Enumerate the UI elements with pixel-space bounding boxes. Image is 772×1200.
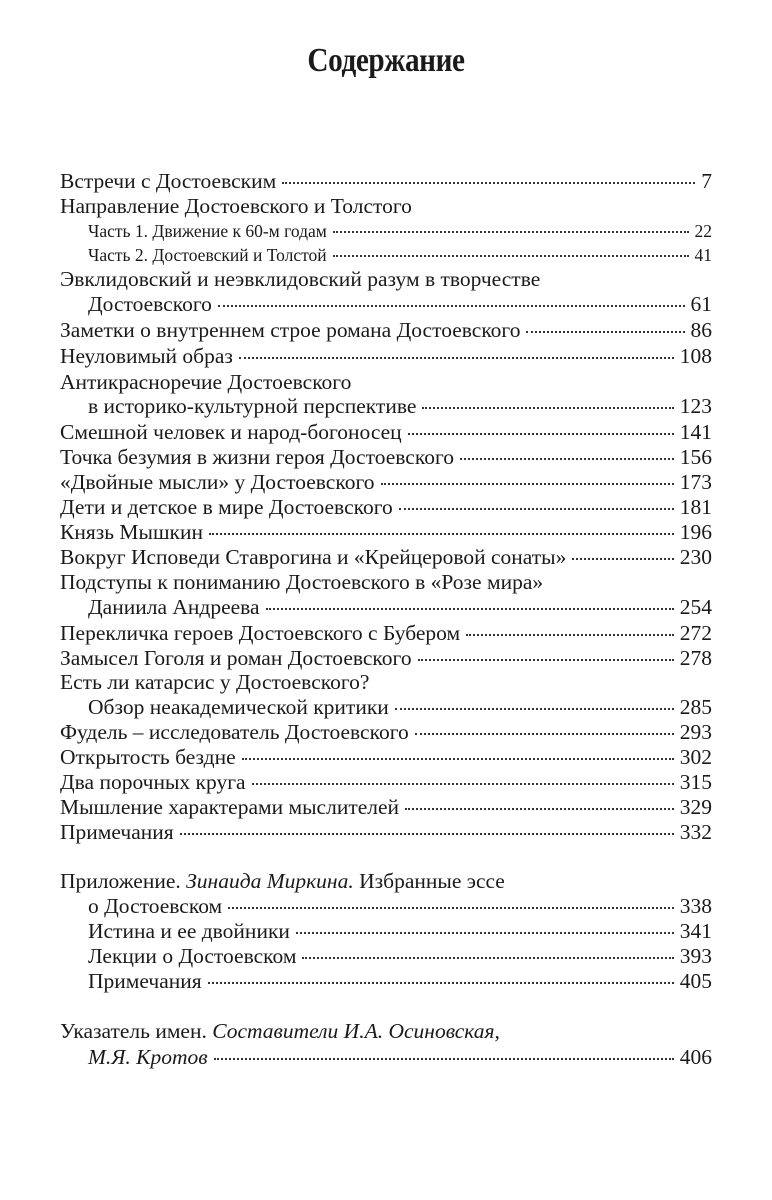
dot-leader xyxy=(415,733,674,735)
toc-entry-page: 156 xyxy=(679,445,712,469)
index-heading[interactable] xyxy=(60,1018,712,1044)
toc-entry-title: Замысел Гоголя и роман Достоевского xyxy=(60,646,412,670)
toc-entry-title: Неуловимый образ xyxy=(60,344,233,368)
index-compilers-second: М.Я. Кротов xyxy=(88,1045,208,1069)
dot-leader xyxy=(180,833,674,835)
dot-leader xyxy=(572,558,673,560)
appendix-entry[interactable] xyxy=(88,893,712,919)
appendix-heading[interactable] xyxy=(60,868,712,894)
toc-entry-page: 254 xyxy=(679,595,712,619)
toc-entry-page: 405 xyxy=(679,969,712,993)
appendix-prefix: Приложение. xyxy=(60,869,181,893)
toc-entry-title: Эвклидовский и неэвклидовский разум в творчестве xyxy=(60,267,541,291)
appendix-entry[interactable] xyxy=(88,968,712,994)
toc-entry-title: Истина и ее двойники xyxy=(88,919,290,943)
toc-entry-page: 173 xyxy=(679,470,712,494)
dot-leader xyxy=(460,458,674,460)
dot-leader xyxy=(209,533,674,535)
index-prefix: Указатель имен. xyxy=(60,1019,207,1043)
toc-entry-title: Точка безумия в жизни героя Достоевского xyxy=(60,445,454,469)
toc-entry[interactable] xyxy=(60,569,712,595)
toc-entry-page: 123 xyxy=(679,394,712,418)
dot-leader xyxy=(228,907,674,909)
toc-entry[interactable] xyxy=(60,168,712,194)
toc-entry-title: «Двойные мысли» у Достоевского xyxy=(60,470,375,494)
dot-leader xyxy=(418,659,674,661)
dot-leader xyxy=(399,508,674,510)
toc-entry-page: 272 xyxy=(679,621,712,645)
toc-entry-page: 278 xyxy=(679,646,712,670)
appendix-entry[interactable] xyxy=(88,918,712,944)
toc-entry-title: Перекличка героев Достоевского с Бубером xyxy=(60,621,461,645)
dot-leader xyxy=(302,957,673,959)
toc-entry-page: 393 xyxy=(679,944,712,968)
appendix-entry[interactable] xyxy=(88,943,712,969)
dot-leader xyxy=(282,182,695,184)
toc-entry[interactable] xyxy=(60,744,712,770)
toc-entry-title: Направление Достоевского и Толстого xyxy=(60,194,412,218)
toc-entry-title: Смешной человек и народ-богоносец xyxy=(60,420,402,444)
toc-subentry[interactable] xyxy=(88,242,712,268)
dot-leader xyxy=(333,231,689,233)
toc-entry-page: 332 xyxy=(679,820,712,844)
toc-entry[interactable] xyxy=(60,794,712,820)
toc-entry-title: Примечания xyxy=(60,820,174,844)
dot-leader xyxy=(333,255,689,257)
dot-leader xyxy=(242,758,674,760)
toc-entry-page: 341 xyxy=(679,919,712,943)
toc-entry-title: Часть 1. Движение к 60-м годам xyxy=(88,221,327,241)
dot-leader xyxy=(239,357,674,359)
dot-leader xyxy=(266,608,674,610)
dot-leader xyxy=(214,1058,674,1060)
toc-entry-page: 302 xyxy=(679,745,712,769)
toc-entry-page: 406 xyxy=(679,1045,712,1069)
toc-entry-title: Достоевского xyxy=(88,292,212,316)
toc-entry-title: Два порочных круга xyxy=(60,770,246,794)
toc-entry-title: Подступы к пониманию Достоевского в «Розе мира» xyxy=(60,570,544,594)
toc-entry-title: Дети и детское в мире Достоевского xyxy=(60,495,393,519)
toc-entry[interactable] xyxy=(60,193,712,219)
toc-entry[interactable] xyxy=(60,444,712,470)
toc-entry-page: 315 xyxy=(679,770,712,794)
dot-leader xyxy=(296,932,674,934)
toc-entry-page: 7 xyxy=(701,169,712,193)
toc-entry[interactable] xyxy=(60,620,712,646)
toc-entry-title: Мышление характерами мыслителей xyxy=(60,795,400,819)
toc-entry[interactable] xyxy=(60,419,712,445)
toc-entry[interactable] xyxy=(60,317,712,343)
toc-entry-title: о Достоевском xyxy=(88,894,223,918)
toc-entry[interactable] xyxy=(60,719,712,745)
page-title: Содержание xyxy=(307,42,465,79)
toc-entry-title: Князь Мышкин xyxy=(60,520,203,544)
toc-entry[interactable] xyxy=(60,519,712,545)
toc-entry-page: 22 xyxy=(694,221,712,241)
dot-leader xyxy=(218,305,685,307)
dot-leader xyxy=(526,331,684,333)
toc-entry-title: Часть 2. Достоевский и Толстой xyxy=(88,245,327,265)
toc-entry[interactable] xyxy=(60,469,712,495)
dot-leader xyxy=(208,982,674,984)
toc-entry[interactable] xyxy=(60,769,712,795)
dot-leader xyxy=(408,433,674,435)
toc-entry-page: 181 xyxy=(679,495,712,519)
toc-entry-page: 108 xyxy=(679,344,712,368)
toc-entry-title: Лекции о Достоевском xyxy=(88,944,297,968)
dot-leader xyxy=(252,783,674,785)
dot-leader xyxy=(466,634,674,636)
toc-entry-page: 61 xyxy=(690,292,712,316)
toc-entry-title: Даниила Андреева xyxy=(88,595,260,619)
toc-entry-title: Заметки о внутреннем строе романа Достоевского xyxy=(60,318,521,342)
dot-leader xyxy=(395,708,674,710)
toc-entry-page: 338 xyxy=(679,894,712,918)
toc-entry-page: 141 xyxy=(679,420,712,444)
toc-entry[interactable] xyxy=(60,544,712,570)
toc-entry-title: Антикрасноречие Достоевского xyxy=(60,370,352,394)
index-entry[interactable] xyxy=(88,1044,712,1070)
toc-entry-page: 41 xyxy=(694,245,712,265)
toc-entry-title: Вокруг Исповеди Ставрогина и «Крейцеровой сонаты» xyxy=(60,545,567,569)
toc-entry-title: Встречи с Достоевским xyxy=(60,169,277,193)
toc-entry[interactable] xyxy=(60,369,712,395)
toc-entry[interactable] xyxy=(60,266,712,292)
appendix-suffix: Избранные эссе xyxy=(359,869,505,893)
toc-entry-title: в историко-культурной перспективе xyxy=(88,394,417,418)
toc-entry-page: 196 xyxy=(679,520,712,544)
appendix-author: Зинаида Миркина. xyxy=(186,869,354,893)
toc-entry[interactable] xyxy=(88,694,712,720)
toc-entry-title: Обзор неакадемической критики xyxy=(88,695,389,719)
index-compilers: Составители И.А. Осиновская, xyxy=(212,1019,500,1043)
toc-entry[interactable] xyxy=(60,819,712,845)
toc-entry[interactable] xyxy=(60,669,712,695)
toc-entry[interactable] xyxy=(60,343,712,369)
toc-entry[interactable] xyxy=(60,645,712,671)
toc-entry[interactable] xyxy=(88,594,712,620)
toc-entry-title: Примечания xyxy=(88,969,202,993)
toc-entry-title: Фудель – исследователь Достоевского xyxy=(60,720,409,744)
toc-entry-page: 86 xyxy=(690,318,712,342)
toc-entry-title: Есть ли катарсис у Достоевского? xyxy=(60,670,370,694)
toc-entry-page: 230 xyxy=(679,545,712,569)
toc-entry-title: Открытость бездне xyxy=(60,745,236,769)
toc-entry[interactable] xyxy=(88,393,712,419)
toc-subentry[interactable] xyxy=(88,218,712,244)
toc-entry-page: 329 xyxy=(679,795,712,819)
toc-entry[interactable] xyxy=(60,494,712,520)
dot-leader xyxy=(422,407,673,409)
dot-leader xyxy=(405,808,674,810)
dot-leader xyxy=(381,483,674,485)
toc-entry-page: 293 xyxy=(679,720,712,744)
toc-entry-page: 285 xyxy=(679,695,712,719)
toc-entry[interactable] xyxy=(88,291,712,317)
